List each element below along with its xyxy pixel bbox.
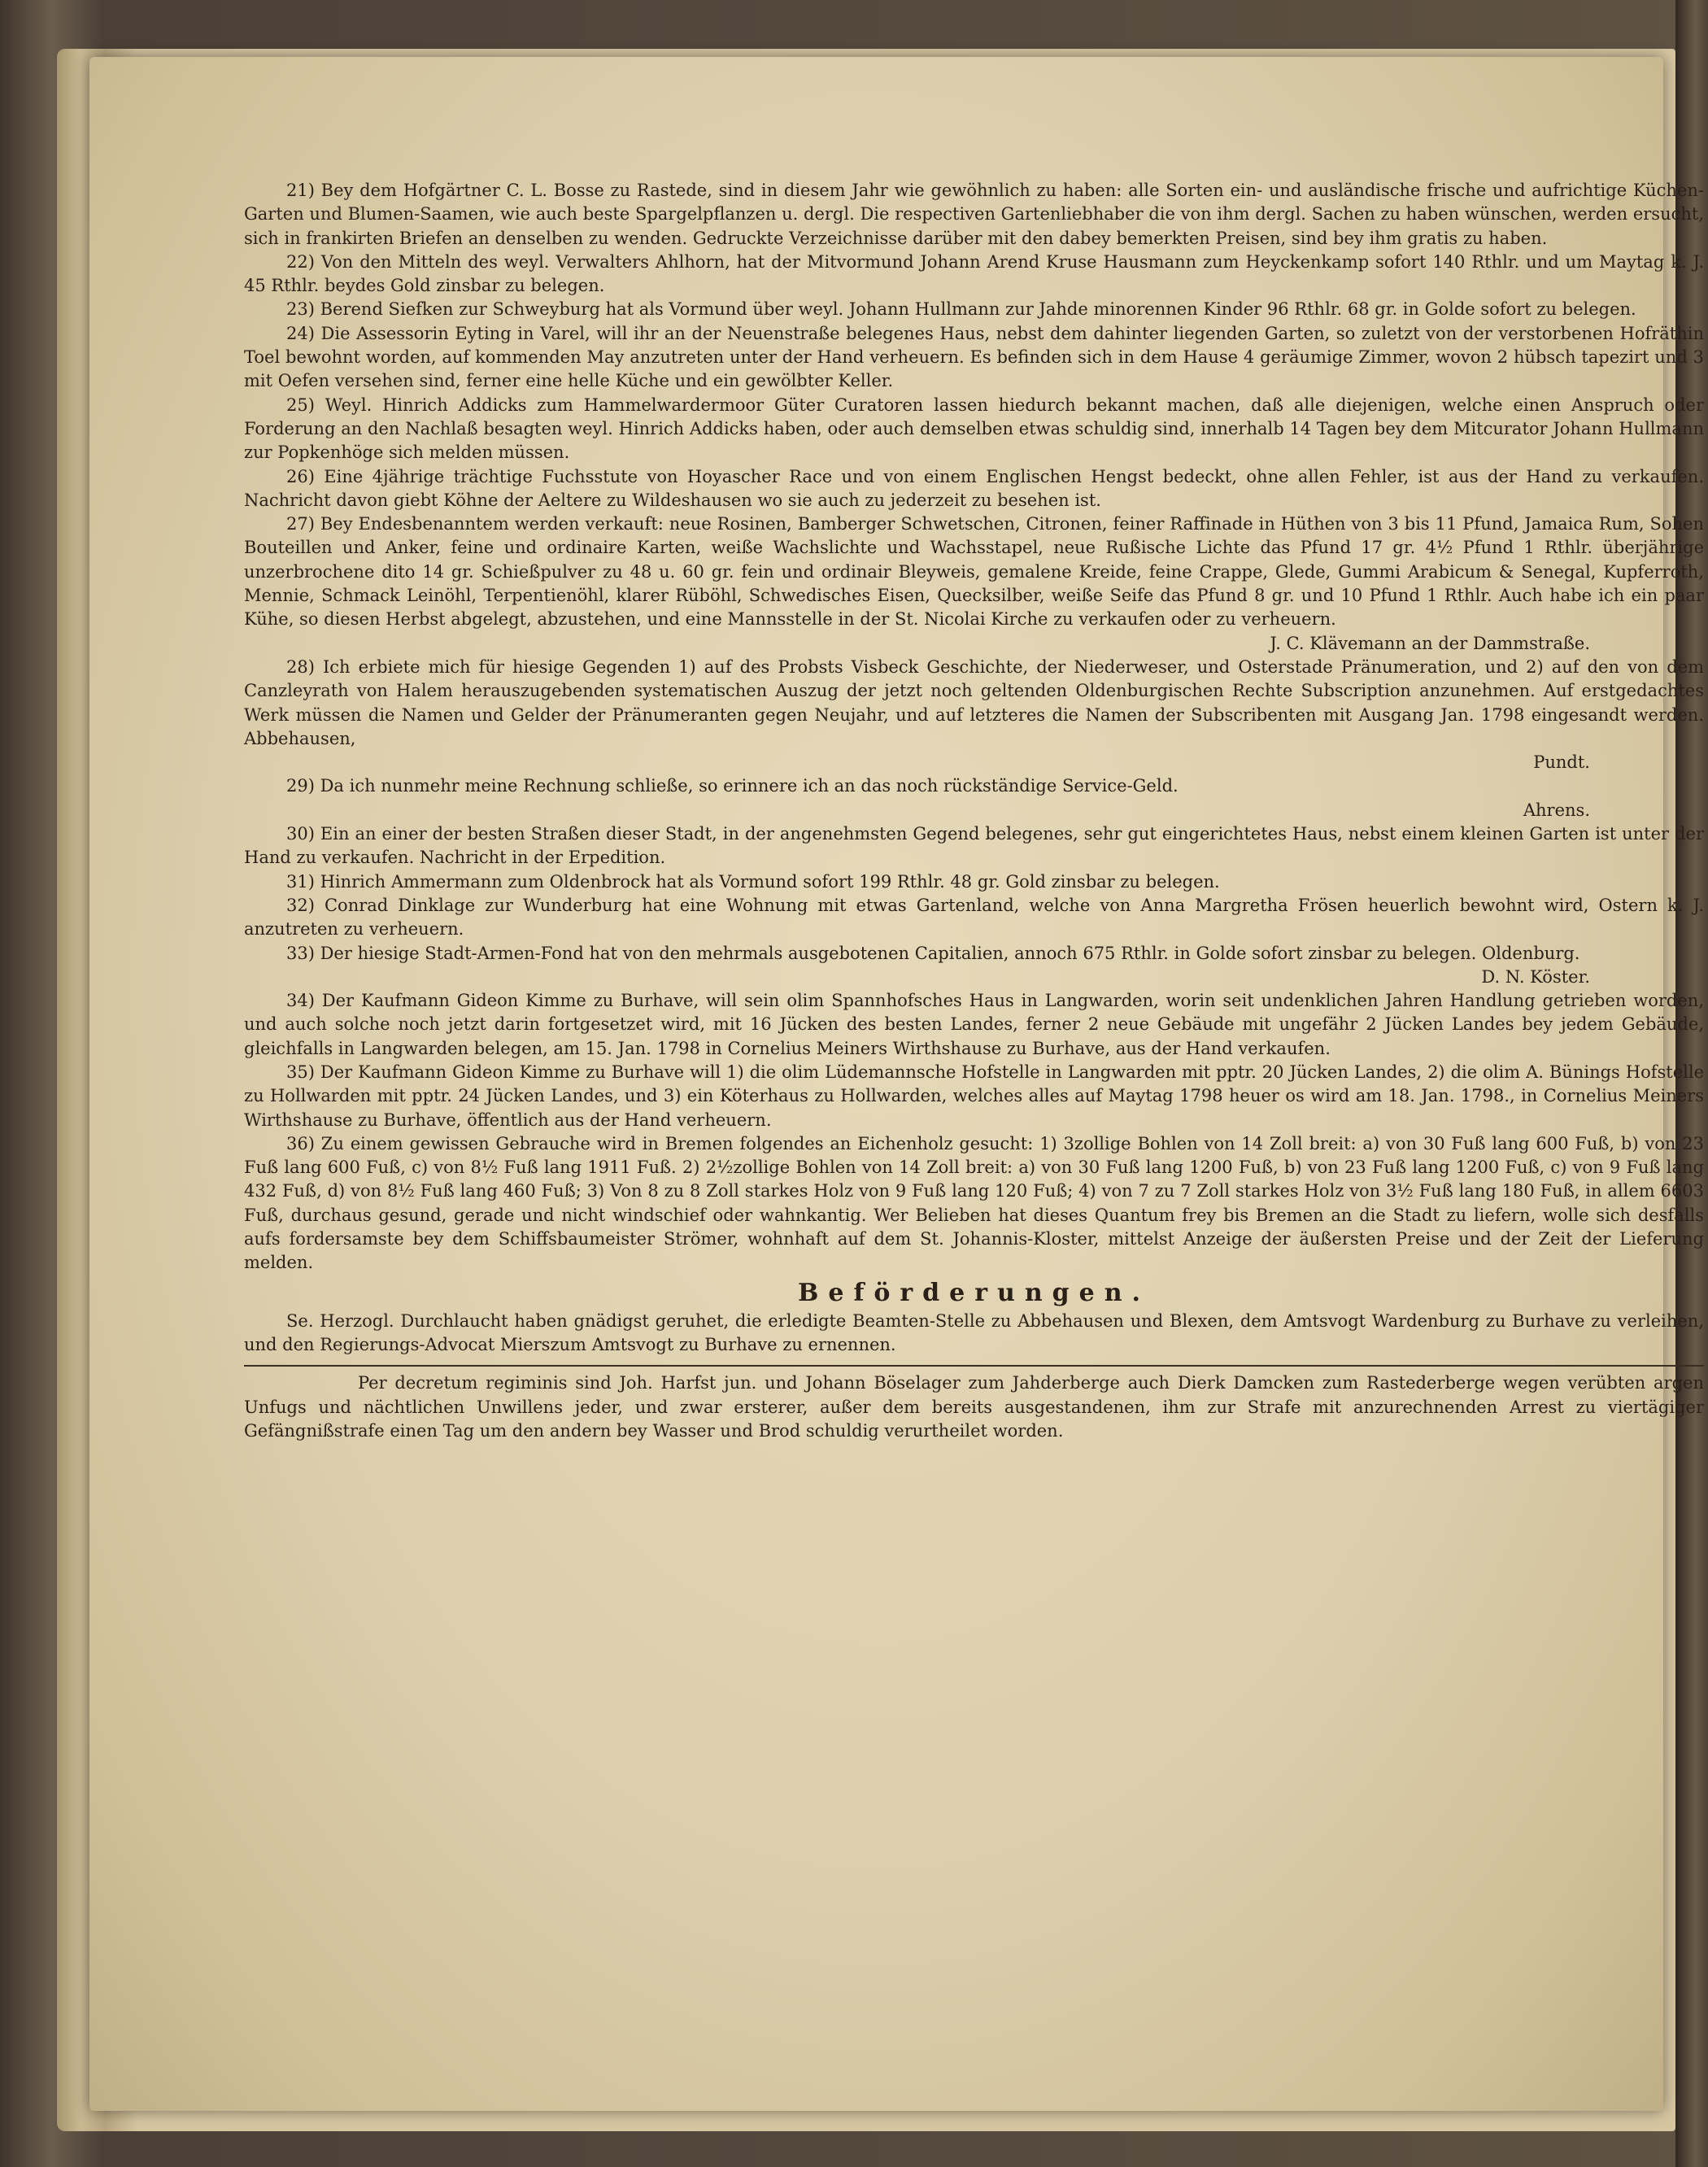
separator-rule (244, 1365, 1704, 1367)
entry-21: 21) Bey dem Hofgärtner C. L. Bosse zu Rastede, sind in diesem Jahr wie gewöhnlich zu haben: alle Sorten ein- und ausländische frische und aufrichtige Küchen-Garten und Blumen-Saamen, wie auch beste Spargelpflanzen u. dergl. Die respectiven Gartenliebhaber die von ihm dergl. Sachen zu haben wünschen, werden ersucht, sich in frankirten Briefen an denselben zu wenden. Gedruckte Verzeichnisse darüber mit den dabey bemerkten Preisen, sind bey ihm gratis zu haben. (244, 181, 1704, 248)
entry-30: 30) Ein an einer der besten Straßen dieser Stadt, in der angenehmsten Gegend belegenes, sehr gut eingerichtetes Haus, nebst einem kleinen Garten ist unter der Hand zu verkaufen. Nachricht in der Erpedition. (244, 824, 1704, 868)
entry-29: 29) Da ich nunmehr meine Rechnung schließe, so erinnere ich an das noch rückständige Service-Geld. (286, 776, 1179, 796)
entry-34: 34) Der Kaufmann Gideon Kimme zu Burhave, will sein olim Spannhofsches Haus in Langwarden, worin seit undenklichen Jahren Handlung getrieben worden, und auch solche noch jetzt darin fortgesetzet wird, mit 16 Jücken des besten Landes, ferner 2 neue Gebäude mit ungefähr 2 Jücken Landes bey jedem Gebäude, gleichfalls in Langwarden belegen, am 15. Jan. 1798 in Cornelius Meiners Wirthshause zu Burhave, aus der Hand verkaufen. (244, 991, 1704, 1058)
entry-36: 36) Zu einem gewissen Gebrauche wird in Bremen folgendes an Eichenholz gesucht: 1) 3zollige Bohlen von 14 Zoll breit: a) von 30 Fuß lang 600 Fuß, b) von 23 Fuß lang 600 Fuß, c) von 8½ Fuß lang 1911 Fuß. 2) 2½zollige Bohlen von 14 Zoll breit: a) von 30 Fuß lang 1200 Fuß, b) von 23 Fuß lang 1200 Fuß, c) von 9 Fuß lang 432 Fuß, d) von 8½ Fuß lang 460 Fuß; 3) Von 8 zu 8 Zoll starkes Holz von 9 Fuß lang 120 Fuß; 4) von 7 zu 7 Zoll starkes Holz von 3½ Fuß lang 180 Fuß, in allem 6603 Fuß, durchaus gesund, gerade und nicht windschief oder wahnkantig. Wer Belieben hat dieses Quantum frey bis Bremen an die Stadt zu liefern, wolle sich desfalls aufs fordersamste bey dem Schiffsbaumeister Strömer, wohnhaft auf dem St. Johannis-Kloster, mittelst Anzeige der äußersten Preise und der Zeit der Lieferung melden. (244, 1133, 1704, 1273)
entry-26: 26) Eine 4jährige trächtige Fuchsstute von Hoyascher Race und von einem Englischen Hengst bedeckt, ohne allen Fehler, ist aus der Hand zu verkaufen. Nachricht davon giebt Köhne der Aeltere zu Wildeshausen wo sie auch zu jederzeit zu besehen ist. (244, 466, 1704, 510)
entry-32: 32) Conrad Dinklage zur Wunderburg hat eine Wohnung mit etwas Gartenland, welche von Anna Margretha Frösen heuerlich bewohnt wird, Ostern k. J. anzutreten zu verheuern. (244, 895, 1704, 940)
entry-33: 33) Der hiesige Stadt-Armen-Fond hat von den mehrmals ausgebotenen Capitalien, annoch 675 Rthlr. in Golde sofort zinsbar zu belegen. Oldenburg. (286, 943, 1580, 963)
entry-31: 31) Hinrich Ammermann zum Oldenbrock hat als Vormund sofort 199 Rthlr. 48 gr. Gold zinsbar zu belegen. (286, 871, 1220, 892)
entry-22: 22) Von den Mitteln des weyl. Verwalters Ahlhorn, hat der Mitvormund Johann Arend Kruse Hausmann zum Heyckenkamp sofort 140 Rthlr. und um Maytag k. J. 45 Rthlr. beydes Gold zinsbar zu belegen. (244, 251, 1704, 296)
footnote-decree: Per decretum regiminis sind Joh. Harfst jun. und Johann Böselager zum Jahderberge auch Dierk Damcken zum Rastederberge wegen verübten argen Unfugs und nächtlichen Unwillens jeder, und zwar ersterer, außer dem bereits ausgestandenen, ihm zur Strafe mit anzurechnenden Arrest zu viertägiger Gefängnißstrafe einen Tag um den andern bey Wasser und Brod schuldig verurtheilet worden. (244, 1373, 1704, 1441)
entry-27: 27) Bey Endesbenanntem werden verkauft: neue Rosinen, Bamberger Schwetschen, Citronen, feiner Raffinade in Hüthen von 3 bis 11 Pfund, Jamaica Rum, Sohen Bouteillen und Anker, feine und ordinaire Karten, weiße Wachslichte und Wachsstapel, neue Rußische Lichte das Pfund 17 gr. 4½ Pfund 1 Rthlr. überjährige unzerbrochene dito 14 gr. Schießpulver zu 48 u. 60 gr. fein und ordinair Bleyweis, gemalene Kreide, feine Crappe, Glede, Gummi Arabicum & Senegal, Kupferroth, Mennie, Schmack Leinöhl, Terpentienöhl, klarer Rüböhl, Schwedisches Eisen, Quecksilber, weiße Seife das Pfund 8 gr. und 10 Pfund 1 Rthlr. Auch habe ich ein paar Kühe, so diesen Herbst abgelegt, abzustehen, und eine Mannsstelle in der St. Nicolai Kirche zu verkaufen oder zu verheuern. (244, 514, 1704, 630)
signature-27: J. C. Klävemann an der Dammstraße. (1270, 633, 1590, 653)
entry-35: 35) Der Kaufmann Gideon Kimme zu Burhave will 1) die olim Lüdemannsche Hofstelle in Langwarden mit pptr. 20 Jücken Landes, 2) die olim A. Bünings Hofstelle zu Hollwarden mit pptr. 24 Jücken Landes, und 3) ein Köterhaus zu Hollwarden, welches alles auf Maytag 1798 heuer os wird am 18. Jan. 1798., in Cornelius Meiners Wirthshause zu Burhave, öffentlich aus der Hand verheuern. (244, 1062, 1704, 1130)
signature-29: Ahrens. (1523, 800, 1590, 820)
document-page (89, 57, 1704, 2111)
signature-33: D. N. Köster. (1481, 966, 1590, 987)
signature-28: Pundt. (1533, 752, 1590, 773)
entry-25: 25) Weyl. Hinrich Addicks zum Hammelwardermoor Güter Curatoren lassen hiedurch bekannt machen, daß alle diejenigen, welche einen Anspruch oder Forderung an den Nachlaß besagten weyl. Hinrich Addicks haben, oder auch demselben etwas schuldig sind, innerhalb 14 Tagen bey dem Mitcurator Johann Hullmann zur Popkenhöge sich melden müssen. (244, 395, 1704, 463)
page-text (244, 179, 1704, 1443)
entry-23: 23) Berend Siefken zur Schweyburg hat als Vormund über weyl. Johann Hullmann zur Jahde minorennen Kinder 96 Rthlr. 68 gr. in Golde sofort zu belegen. (286, 299, 1636, 320)
entry-24: 24) Die Assessorin Eyting in Varel, will ihr an der Neuenstraße belegenes Haus, nebst dem dahinter liegenden Garten, so zuletzt von der verstorbenen Hofräthin Toel bewohnt worden, auf kommenden May anzutreten unter der Hand verheuern. Es befinden sich in dem Hause 4 geräumige Zimmer, wovon 2 hübsch tapezirt und 3 mit Oefen versehen sind, ferner eine helle Küche und ein gewölbter Keller. (244, 323, 1704, 391)
section-heading: Beförderungen. (798, 1278, 1150, 1307)
entry-28: 28) Ich erbiete mich für hiesige Gegenden 1) auf des Probsts Visbeck Geschichte, der Niederweser, und Osterstade Pränumeration, und 2) auf den von dem Canzleyrath von Halem herauszugebenden systematischen Auszug der jetzt noch geltenden Oldenburgischen Rechte Subscription anzunehmen. Auf erstgedachtes Werk müssen die Namen und Gelder der Pränumeranten gegen Neujahr, und auf letzteres die Namen der Subscribenten mit Ausgang Jan. 1798 eingesandt werden. Abbehausen, (244, 656, 1704, 748)
promotion-notice: Se. Herzogl. Durchlaucht haben gnädigst geruhet, die erledigte Beamten-Stelle zu Abbehausen und Blexen, dem Amtsvogt Wardenburg zu Burhave zu verleihen, und den Regierungs-Advocat Mierszum Amtsvogt zu Burhave zu ernennen. (244, 1310, 1704, 1354)
